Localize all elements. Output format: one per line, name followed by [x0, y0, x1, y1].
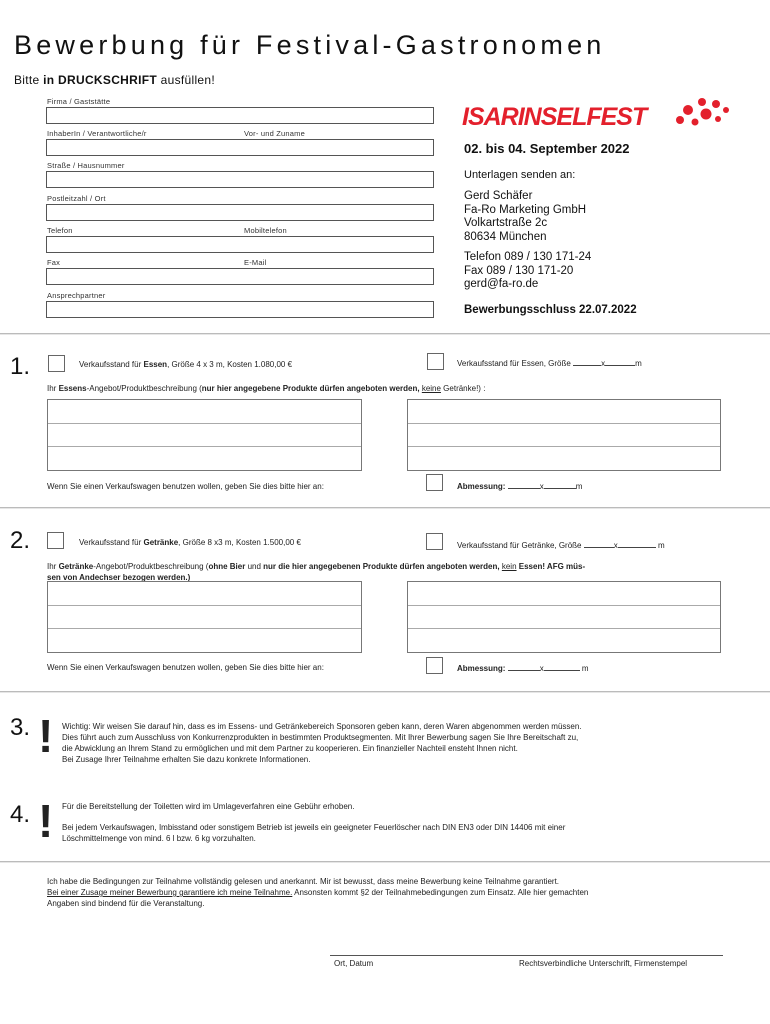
strasse-label: Straße / Hausnummer: [47, 161, 125, 170]
getraenke-vehicle-text: Wenn Sie einen Verkaufswagen benutzen wollen, geben Sie dies bitte hier an:: [47, 663, 324, 672]
event-date: 02. bis 04. September 2022: [464, 141, 630, 156]
divider: [0, 507, 770, 508]
fire-extinguisher-notice: Bei jedem Verkaufswagen, Imbisstand oder sonstigem Betrieb ist jeweils ein geeigneter Feuerlöscher nach DIN EN3 oder DIN 14406 mit einer Löschmittelmenge von mind. 6 l bzw. 6 kg vorzuhalten.: [62, 823, 566, 843]
getraenke-dimension: Abmessung: x m: [457, 664, 589, 673]
essen-vehicle-text: Wenn Sie einen Verkaufswagen benutzen wollen, geben Sie dies bitte hier an:: [47, 482, 324, 491]
divider: [0, 861, 770, 862]
ansprech-label: Ansprechpartner: [47, 291, 106, 300]
warning-exclamation-icon: !: [38, 795, 54, 847]
firma-label: Firma / Gaststätte: [47, 97, 111, 106]
essen-dimension: Abmessung: x m: [457, 482, 583, 491]
fax-email-field[interactable]: [46, 268, 434, 285]
getraenke-products-label: Ihr Getränke-Angebot/Produktbeschreibung (ohne Bier und nur die hier angegebenen Produkte dürfen angeboten werden, kein Essen! AFG müs- sen von Andechser bezogen werden.): [47, 562, 586, 582]
divider: [0, 333, 770, 334]
deadline: Bewerbungsschluss 22.07.2022: [464, 304, 637, 316]
svg-text:ISARINSELFEST: ISARINSELFEST: [462, 103, 647, 131]
divider: [0, 691, 770, 692]
festival-logo: [462, 92, 732, 132]
essen-products-right[interactable]: [407, 399, 721, 471]
ansprechpartner-field[interactable]: [46, 301, 434, 318]
getraenke-vehicle-checkbox[interactable]: [426, 657, 443, 674]
warning-exclamation-icon: !: [38, 710, 54, 762]
getraenke-custom-option: Verkaufsstand für Getränke, Größe x m: [457, 541, 665, 550]
section-3-number: 3.: [10, 714, 31, 741]
essen-fixed-checkbox[interactable]: [48, 355, 65, 372]
toilet-fee-notice: Für die Bereitstellung der Toiletten wird im Umlageverfahren eine Gebühr erhoben.: [62, 802, 355, 811]
getraenke-fixed-checkbox[interactable]: [47, 532, 64, 549]
terms-acknowledgement: Ich habe die Bedingungen zur Teilnahme vollständig gelesen und anerkannt. Mir ist bewusst, dass meine Bewerbung keine Teilnahme garantiert. Bei einer Zusage meiner Bewerbung garantiere ich meine Teilnahme. Ansonsten kommt §2 der Teilnahmebedingungen zum Einsatz. Alle hier gemachten Angaben sind bindend für die Veranstaltung.: [47, 877, 589, 908]
essen-fixed-option: Verkaufsstand für Essen, Größe 4 x 3 m, Kosten 1.080,00 €: [79, 360, 293, 369]
section-4-number: 4.: [10, 801, 31, 828]
contact-address: Gerd Schäfer Fa-Ro Marketing GmbH Volkartstraße 2c 80634 München: [464, 190, 587, 243]
contact-phones: Telefon 089 / 130 171-24 Fax 089 / 130 171-20 gerd@fa-ro.de: [464, 251, 592, 290]
fill-instruction: Bitte in DRUCKSCHRIFT ausfüllen!: [14, 73, 215, 87]
inhaber-name-field[interactable]: [46, 139, 434, 156]
section-2-number: 2.: [10, 527, 31, 554]
page-title: Bewerbung für Festival-Gastronomen: [14, 30, 606, 60]
send-to-label: Unterlagen senden an:: [464, 169, 576, 181]
email-label: E-Mail: [244, 258, 267, 267]
getraenke-fixed-option: Verkaufsstand für Getränke, Größe 8 x3 m, Kosten 1.500,00 €: [79, 538, 301, 547]
telefon-label: Telefon: [47, 226, 73, 235]
essen-custom-option: Verkaufsstand für Essen, Größe x m: [457, 359, 642, 368]
plz-label: Postleitzahl / Ort: [47, 194, 106, 203]
signature-line[interactable]: [330, 955, 723, 956]
getraenke-custom-checkbox[interactable]: [426, 533, 443, 550]
essen-products-label: Ihr Essens-Angebot/Produktbeschreibung (nur hier angegebene Produkte dürfen angeboten werden, keine Getränke!) :: [47, 384, 486, 393]
place-date-label: Ort, Datum: [334, 959, 374, 968]
fax-label: Fax: [47, 258, 61, 267]
plz-ort-field[interactable]: [46, 204, 434, 221]
essen-vehicle-checkbox[interactable]: [426, 474, 443, 491]
getraenke-products-left[interactable]: [47, 581, 362, 653]
signature-label: Rechtsverbindliche Unterschrift, Firmenstempel: [519, 959, 688, 968]
inhaber-label: InhaberIn / Verantwortliche/r: [47, 129, 147, 138]
strasse-field[interactable]: [46, 171, 434, 188]
section-1-number: 1.: [10, 353, 31, 380]
essen-products-left[interactable]: [47, 399, 362, 471]
mobil-label: Mobiltelefon: [244, 226, 287, 235]
name-label: Vor- und Zuname: [244, 129, 305, 138]
firma-field[interactable]: [46, 107, 434, 124]
telefon-mobil-field[interactable]: [46, 236, 434, 253]
sponsor-notice: Wichtig: Wir weisen Sie darauf hin, dass es im Essens- und Getränkebereich Sponsoren geben kann, deren Waren abgenommen werden müssen. Dies führt auch zum Ausschluss von Konkurrenzprodukten in bestimmten Produktsegmenten. Mit Ihrer Bewerbung sagen Sie Ihre Bereitschaft zu, die Abwicklung an Ihrem Stand zu ermöglichen und mit dem Partner zu kooperieren. Ein finanzieller Nachteil ensteht Ihnen nicht. Bei Zusage Ihrer Teilnahme erhalten Sie dazu konkrete Informationen.: [62, 722, 582, 764]
essen-custom-checkbox[interactable]: [427, 353, 444, 370]
getraenke-products-right[interactable]: [407, 581, 721, 653]
